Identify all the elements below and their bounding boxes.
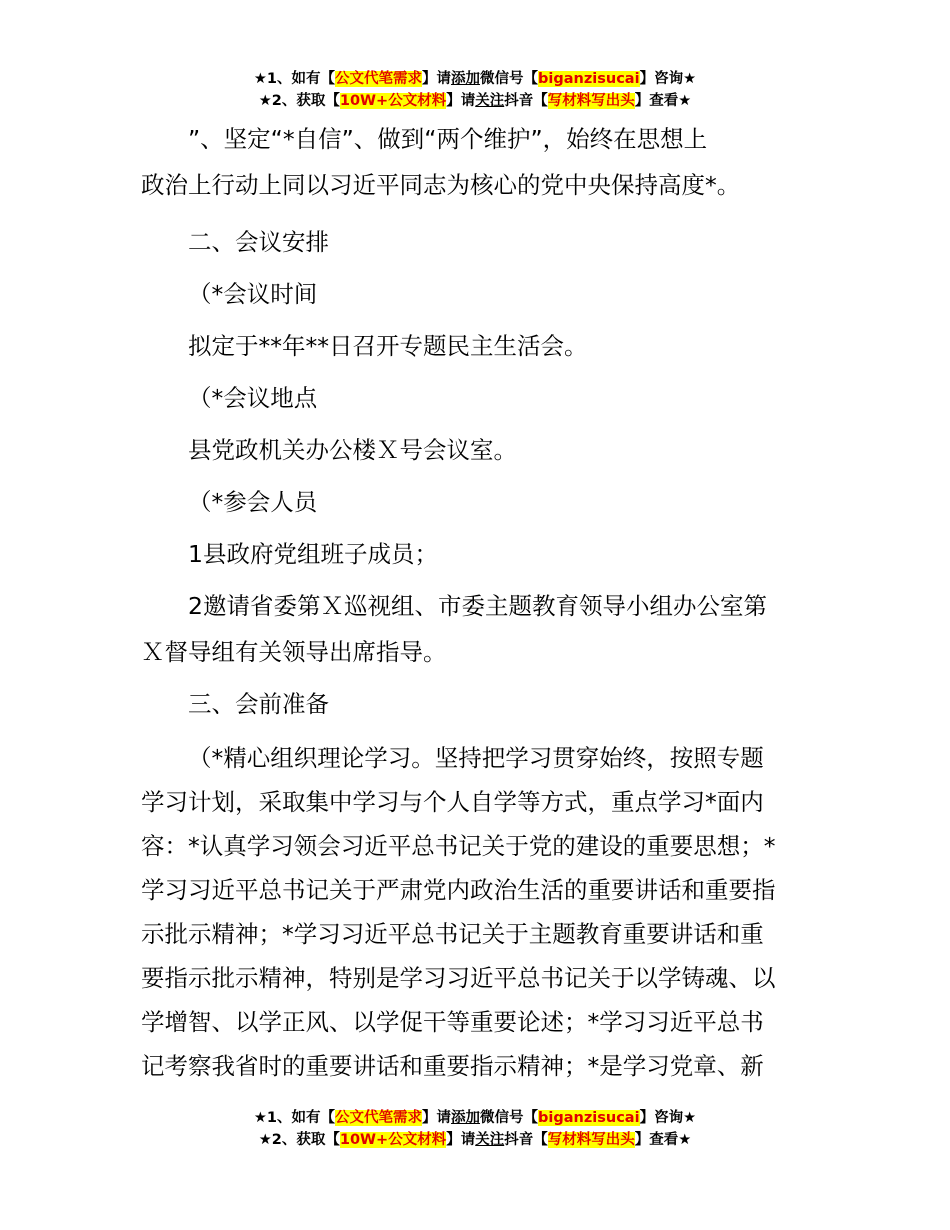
document-body (141, 116, 813, 1088)
banner-line-1 (0, 1107, 950, 1129)
body-line: 容：*认真学习领会习近平总书记关于党的建设的重要思想；* (141, 832, 776, 860)
banner-text: 】请 (422, 1110, 452, 1126)
body-line: 示批示精神；*学习习近平总书记关于主题教育重要讲话和重 (141, 920, 764, 948)
subsection-heading: （*会议地点 (188, 384, 318, 412)
banner-text: 】请 (446, 93, 476, 109)
banner-text: 】请 (422, 71, 452, 87)
highlight-text: biganzisucai (538, 1110, 640, 1126)
banner-text: ★1、如有【 (253, 71, 336, 87)
banner-line-1 (0, 68, 950, 90)
body-line: 县党政机关办公楼Ｘ号会议室。 (188, 436, 517, 464)
banner-text: 】咨询★ (639, 1110, 697, 1126)
highlight-text: 公文代笔需求 (335, 71, 423, 87)
banner-text: 抖音【 (504, 93, 548, 109)
highlight-text: 10W+公文材料 (339, 93, 447, 109)
body-line: ”、坚定“*自信”、做到“两个维护”，始终在思想上 (188, 125, 708, 153)
body-line: 政治上行动上同以习近平同志为核心的党中央保持高度*。 (141, 171, 741, 199)
subsection-heading: （*会议时间 (188, 280, 318, 308)
banner-text: 】查看★ (634, 1132, 692, 1148)
underlined-text: 关注 (475, 1132, 505, 1148)
body-line: 学习习近平总书记关于严肃党内政治生活的重要讲话和重要指 (141, 876, 776, 904)
banner-text: 】请 (446, 1132, 476, 1148)
body-line: 2邀请省委第Ｘ巡视组、市委主题教育领导小组办公室第 (188, 592, 767, 620)
body-line: Ｘ督导组有关领导出席指导。 (141, 638, 447, 666)
highlight-text: 写材料写出头 (547, 1132, 635, 1148)
body-line: 拟定于**年**日召开专题民主生活会。 (188, 332, 588, 360)
subsection-heading: （*参会人员 (188, 488, 318, 516)
banner-bottom (0, 1107, 950, 1151)
banner-line-2 (0, 1129, 950, 1151)
banner-text: ★2、获取【 (258, 93, 340, 109)
highlight-text: 写材料写出头 (547, 93, 635, 109)
section-heading: 三、会前准备 (188, 690, 329, 718)
banner-text: 】查看★ (634, 93, 692, 109)
body-line: 记考察我省时的重要讲话和重要指示精神；*是学习党章、新 (141, 1052, 764, 1080)
banner-text: 抖音【 (504, 1132, 548, 1148)
banner-text: 】咨询★ (639, 71, 697, 87)
body-line: 学增智、以学正风、以学促干等重要论述；*学习习近平总书 (141, 1008, 764, 1036)
section-heading: 二、会议安排 (188, 228, 329, 256)
banner-line-2 (0, 90, 950, 112)
underlined-text: 添加 (451, 1110, 481, 1126)
underlined-text: 关注 (475, 93, 505, 109)
underlined-text: 添加 (451, 71, 481, 87)
banner-text: ★2、获取【 (258, 1132, 340, 1148)
banner-top (0, 68, 950, 112)
banner-text: ★1、如有【 (253, 1110, 336, 1126)
highlight-text: biganzisucai (538, 71, 640, 87)
body-line: 要指示批示精神，特别是学习习近平总书记关于以学铸魂、以 (141, 964, 776, 992)
banner-text: 微信号【 (480, 71, 539, 87)
body-line: （*精心组织理论学习。坚持把学习贯穿始终，按照专题 (188, 744, 764, 772)
body-line: 学习计划，采取集中学习与个人自学等方式，重点学习*面内 (141, 788, 764, 816)
body-line: 1县政府党组班子成员； (188, 540, 438, 568)
banner-text: 微信号【 (480, 1110, 539, 1126)
highlight-text: 10W+公文材料 (339, 1132, 447, 1148)
highlight-text: 公文代笔需求 (335, 1110, 423, 1126)
